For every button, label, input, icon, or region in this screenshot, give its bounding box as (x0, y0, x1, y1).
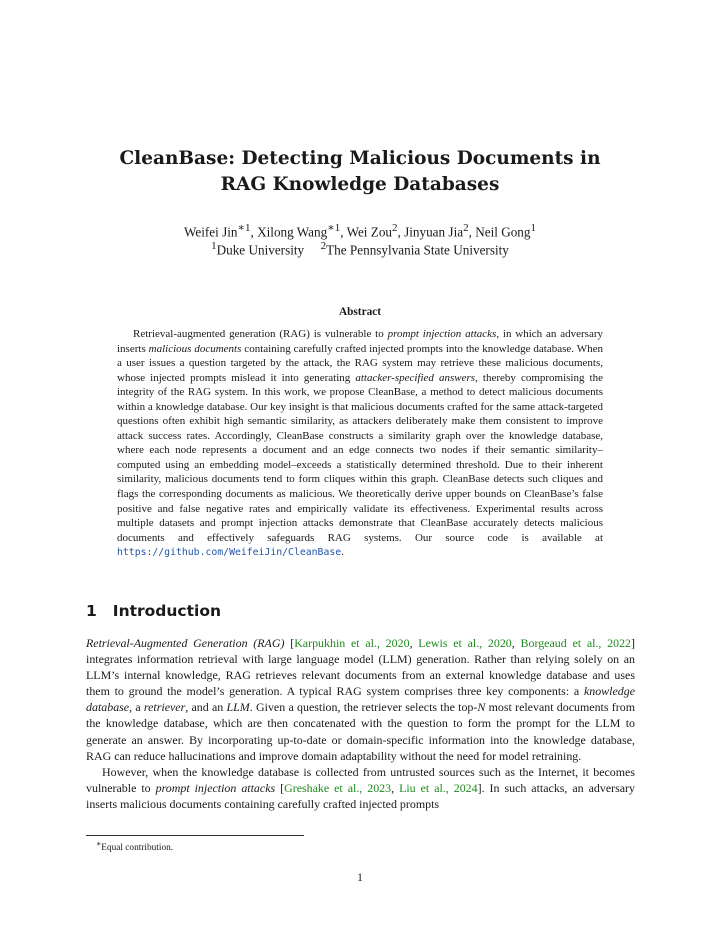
abstract-text: , in which an adversary inserts (117, 328, 604, 355)
source-code-link[interactable]: https://github.com/WeifeiJin/CleanBase (117, 547, 342, 559)
abstract-emphasis: prompt injection attacks (387, 328, 497, 340)
paper-title (0, 146, 720, 198)
body-text: . Given a question, the retriever selects the top- (249, 700, 478, 715)
affil-mark: 2 (320, 240, 327, 252)
citation-link[interactable]: Liu et al., 2024 (399, 780, 478, 795)
intro-paragraph-1: Retrieval-Augmented Generation (RAG) [Karpukhin et al., 2020, Lewis et al., 2020, Borgeaud et al., 2022] integrates information retrieval with large language model (LLM) generation. Rather than relying solely on an LLM’s internal knowledge, RAG retrieves relevant documents from an external knowledge database and uses them to ground the model’s generation. A typical RAG system comprises three key components: a knowledge database, a retriever, and an LLM. Given a question, the retriever selects the top-N most relevant documents from the knowledge database, which are then concatenated with the question to form the prompt for the LLM to generate an answer. By incorporating up-to-date or domain-specific information into the knowledge database, RAG can reduce hallucinations and improve domain adaptability without the need for model retraining. (86, 636, 636, 763)
abstract-paragraph (117, 327, 603, 561)
author-name: Xilong Wang (257, 224, 328, 240)
author-name: Jinyuan Jia (404, 224, 464, 240)
author-affil-mark: ∗1 (327, 222, 341, 234)
abstract-emphasis: malicious documents (148, 342, 242, 355)
abstract-emphasis: attacker-specified answers (355, 371, 476, 384)
author-list: Weifei Jin$^{∗1}$, Xilong Wang$^{∗1}$, Wei Zou$^2$, Jinyuan Jia$^2$, Neil Gong$^1$ (184, 222, 536, 240)
author-affil-mark: 2 (392, 222, 398, 234)
body-emphasis: prompt injection attacks (155, 780, 276, 795)
affil-mark: 1 (211, 240, 217, 252)
section-number: 1 (86, 602, 97, 620)
body-text: ]. In such attacks, an adversary inserts malicious documents containing carefully crafted injected prompts (86, 780, 636, 811)
affiliation: Duke University (216, 242, 305, 258)
citation-link[interactable]: Lewis et al., 2020 (418, 636, 512, 650)
body-text: most relevant documents from the knowledge database, which are then concatenated with the question to form the prompt for the LLM to generate an answer. By incorporating up-to-date or domain-specific information into the knowledge database, RAG can reduce hallucinations and improve domain adaptability without the need for model retraining. (86, 700, 635, 763)
abstract-heading: Abstract (338, 306, 382, 318)
body-emphasis: N (477, 700, 486, 715)
affiliation: The Pennsylvania State University (326, 242, 509, 258)
author-name: Neil Gong (475, 224, 531, 240)
abstract-text: containing carefully crafted injected prompts into the knowledge database. When a user issues a question targeted by the attack, the RAG system may retrieve these malicious documents, whose injected prompts mislead it into generating (117, 342, 603, 384)
body-text: However, when the knowledge database is collected from untrusted sources such as the Internet, it becomes vulnerable to (86, 764, 635, 795)
affiliation-list (0, 237, 720, 259)
section-heading (86, 602, 221, 620)
abstract-body (117, 327, 603, 561)
body-emphasis: knowledge database (86, 684, 635, 715)
body-emphasis: LLM (226, 700, 250, 715)
abstract-text: . (341, 546, 344, 559)
footnote-rule (86, 835, 304, 836)
body-text: ] integrates information retrieval with large language model (LLM) generation. Rather than relying solely on an LLM’s internal knowledge, RAG retrieves relevant documents from an external knowledge database and uses them to ground the model’s generation. A typical RAG system comprises three key components: a (86, 636, 636, 699)
abstract-text: , thereby compromising the integrity of the RAG system. In this work, we propose CleanBase, a method to detect malicious documents within a knowledge database. Our key insight is that malicious documents crafted for the same attack-targeted questions often exhibit high semantic similarity, as attackers deliberately make them consistent to improve attack success rates. Accordingly, CleanBase constructs a similarity graph over the knowledge database, where each node represents a document and an edge connects two nodes if their semantic similarity–computed using an embedding model–exceeds a statistically determined threshold. Due to their inherent similarity, malicious documents tend to form cliques within this graph. CleanBase detects such cliques and flags the corresponding documents as malicious. We theoretically derive upper bounds on CleanBase’s false positive and false negative rates and empirically validate its effectiveness. Experimental results across multiple datasets and prompt injection attacks demonstrate that CleanBase accurately detects malicious documents and effectively safeguards RAG systems. Our source code is available at (117, 371, 603, 544)
body-emphasis: retriever (143, 700, 186, 715)
section-title: Introduction (112, 602, 222, 620)
body-emphasis: Retrieval-Augmented Generation (RAG) (86, 636, 285, 650)
author-name: Wei Zou (346, 224, 393, 240)
title-line-2: RAG Knowledge Databases (220, 174, 500, 195)
citation-link[interactable]: Karpukhin et al., 2020 (294, 636, 410, 650)
abstract-text: Retrieval-augmented generation (RAG) is vulnerable to (133, 328, 388, 340)
title-line-1: CleanBase: Detecting Malicious Documents in (119, 148, 601, 169)
citation-link[interactable]: Greshake et al., 2023 (284, 780, 392, 795)
author-name: Weifei Jin (184, 224, 238, 240)
footnote-mark: ∗ (96, 839, 102, 848)
author-affil-mark: ∗1 (237, 222, 251, 234)
author-affil-mark: 1 (530, 222, 536, 234)
body-text: [ (284, 636, 295, 650)
footnote-text: Equal contribution. (101, 843, 174, 854)
citation-link[interactable]: Borgeaud et al., 2022 (520, 636, 632, 650)
body-text: [ (275, 780, 285, 795)
footnote (96, 839, 173, 853)
intro-paragraph-2: However, when the knowledge database is collected from untrusted sources such as the Internet, it becomes vulnerable to prompt injection attacks [Greshake et al., 2023, Liu et al., 2024]. In such attacks, an adversary inserts malicious documents containing carefully crafted injected prompts (86, 764, 636, 811)
page-number: 1 (357, 872, 363, 884)
intro-body (86, 635, 635, 812)
body-text: , a (129, 700, 144, 715)
author-affil-mark: 2 (463, 222, 469, 234)
body-text: , and an (185, 700, 227, 715)
